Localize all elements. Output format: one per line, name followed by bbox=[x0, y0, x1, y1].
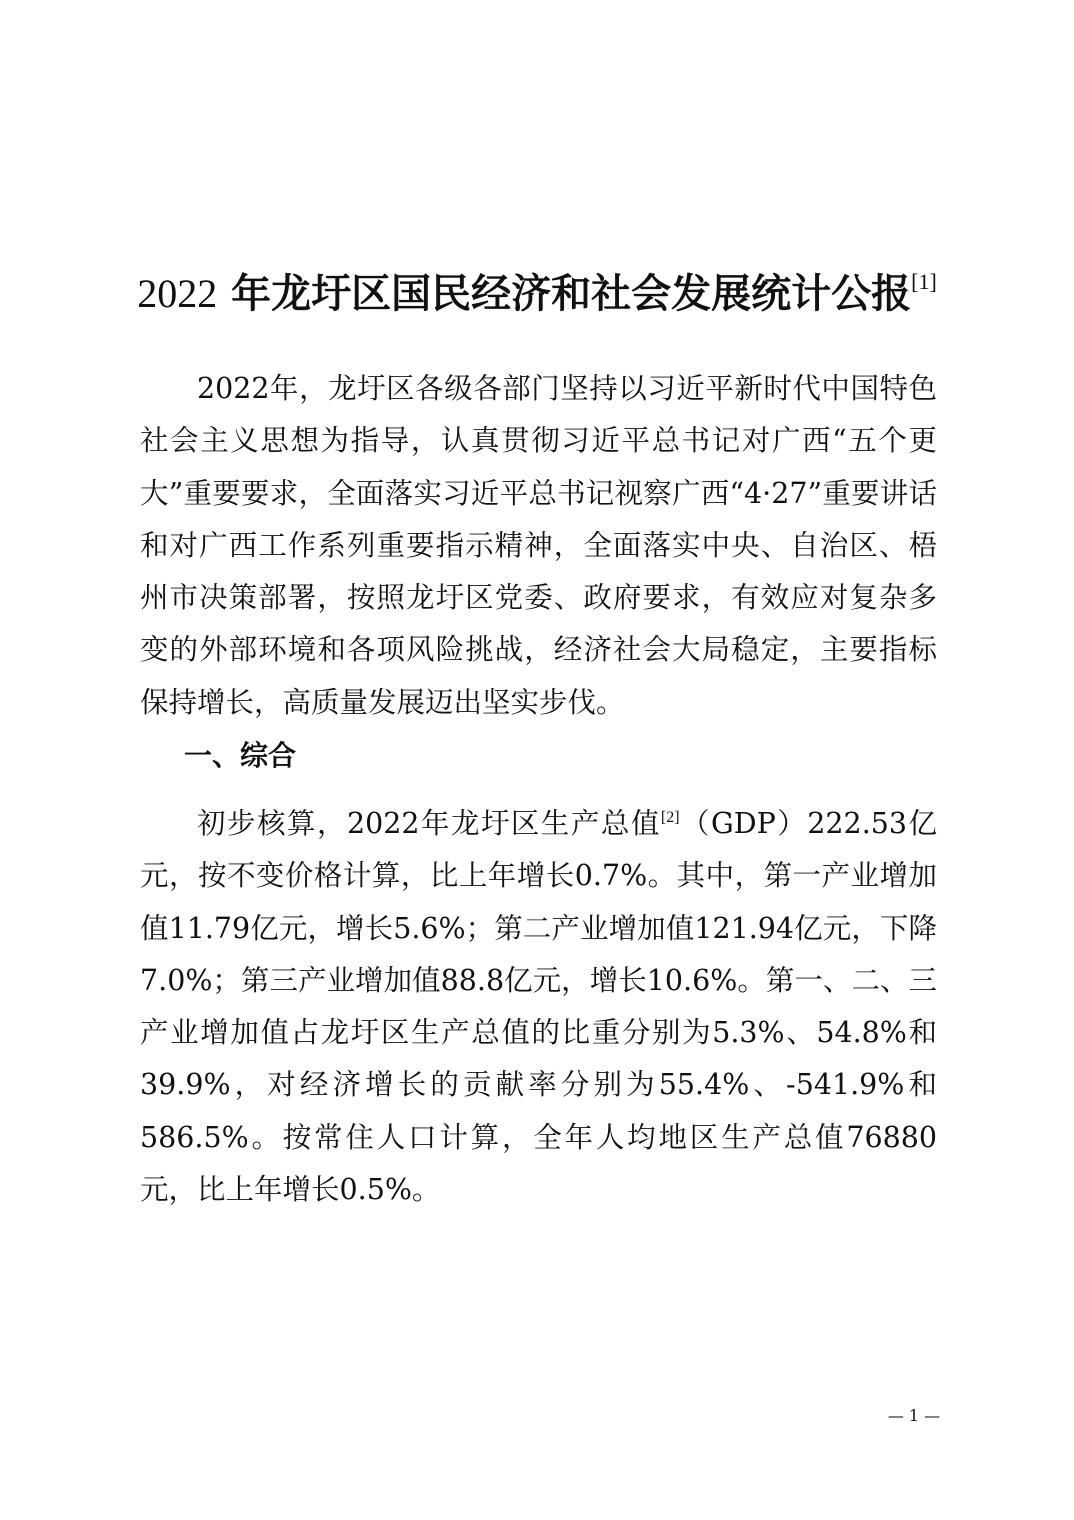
overview-paragraph bbox=[140, 798, 937, 1216]
intro-paragraph: 2022年，龙圩区各级各部门坚持以习近平新时代中国特色社会主义思想为指导，认真贯彻习近平总书记对广西“五个更大”重要要求，全面落实习近平总书记视察广西“4·27”重要讲话和对广西工作系列重要指示精神，全面落实中央、自治区、梧州市决策部署，按照龙圩区党委、政府要求，有效应对复杂多变的外部环境和各项风险挑战，经济社会大局稳定，主要指标保持增长，高质量发展迈出坚实步伐。 bbox=[140, 372, 937, 719]
intro-section bbox=[140, 363, 937, 729]
overview-text-part1: 初步核算，2022年龙圩区生产总值 bbox=[197, 807, 661, 840]
title-text: 年龙圩区国民经济和社会发展统计公报 bbox=[231, 270, 912, 317]
page-number: — 1 — bbox=[887, 1406, 941, 1425]
title-footnote-marker[interactable]: [1] bbox=[911, 269, 937, 294]
title-year: 2022 bbox=[137, 271, 218, 316]
overview-section bbox=[140, 798, 937, 1216]
document-title bbox=[100, 268, 974, 320]
section-heading-overview: 一、综合 bbox=[184, 739, 297, 772]
overview-text-part2: （GDP）222.53亿元，按不变价格计算，比上年增长0.7%。其中，第一产业增加值11.79亿元，增长5.6%；第二产业增加值121.94亿元，下降7.0%；第三产业增加值88.8亿元，增长10.6%。第一、二、三产业增加值占龙圩区生产总值的比重分别为5.3%、54.8%和39.9%，对经济增长的贡献率分别为55.4%、-541.9%和586.5%。按常住人口计算，全年人均地区生产总值76880元，比上年增长0.5%。 bbox=[140, 807, 938, 1207]
gdp-footnote-marker[interactable]: [2] bbox=[660, 809, 680, 826]
